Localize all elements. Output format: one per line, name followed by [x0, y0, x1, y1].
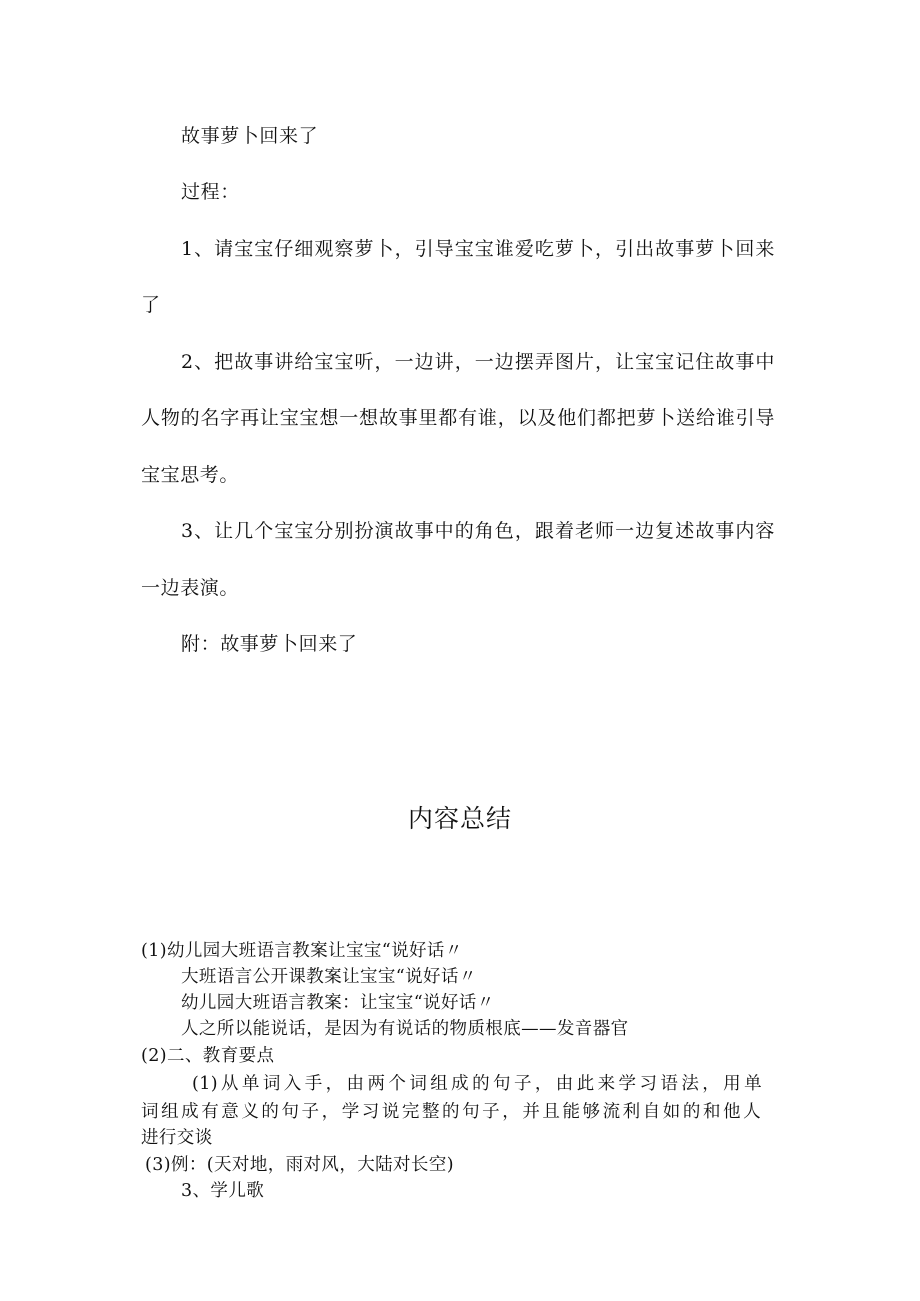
- summary-heading: 内容总结: [407, 804, 512, 833]
- summary-item-3: (3)例：(天对地，雨对风，大陆对长空): [145, 1155, 454, 1175]
- step2-line1: 2、把故事讲给宝宝听，一边讲，一边摆弄图片，让宝宝记住故事中: [181, 351, 775, 373]
- summary-item-2-line-1: (1)从单词入手，由两个词组成的句子，由此来学习语法，用单: [192, 1074, 762, 1094]
- step3-line1: 3、让几个宝宝分别扮演故事中的角色，跟着老师一边复述故事内容: [181, 520, 775, 542]
- appendix-line: 附：故事萝卜回来了: [181, 633, 358, 655]
- process-label: 过程：: [181, 181, 240, 203]
- summary-item-2-line-3: 进行交谈: [141, 1128, 213, 1148]
- summary-item-3-sub-1: 3、学儿歌: [181, 1181, 265, 1201]
- summary-item-2-line-2: 词组成有意义的句子，学习说完整的句子，并且能够流利自如的和他人: [141, 1102, 761, 1122]
- summary-item-1: (1)幼儿园大班语言教案让宝宝“说好话〃: [141, 941, 463, 961]
- summary-item-1-sub-1: 大班语言公开课教案让宝宝“说好话〃: [181, 967, 477, 987]
- step1-line1: 1、请宝宝仔细观察萝卜，引导宝宝谁爱吃萝卜，引出故事萝卜回来: [181, 238, 775, 260]
- step1-line2: 了: [141, 294, 161, 316]
- summary-item-2: (2)二、教育要点: [141, 1046, 275, 1066]
- story-title: 故事萝卜回来了: [181, 125, 319, 147]
- summary-item-1-sub-2: 幼儿园大班语言教案：让宝宝“说好话〃: [181, 993, 495, 1013]
- summary-item-1-sub-3: 人之所以能说话，是因为有说话的物质根底——发音器官: [181, 1019, 629, 1039]
- step2-line3: 宝宝思考。: [141, 464, 240, 486]
- step2-line2: 人物的名字再让宝宝想一想故事里都有谁，以及他们都把萝卜送给谁引导: [141, 407, 775, 429]
- step3-line2: 一边表演。: [141, 577, 240, 599]
